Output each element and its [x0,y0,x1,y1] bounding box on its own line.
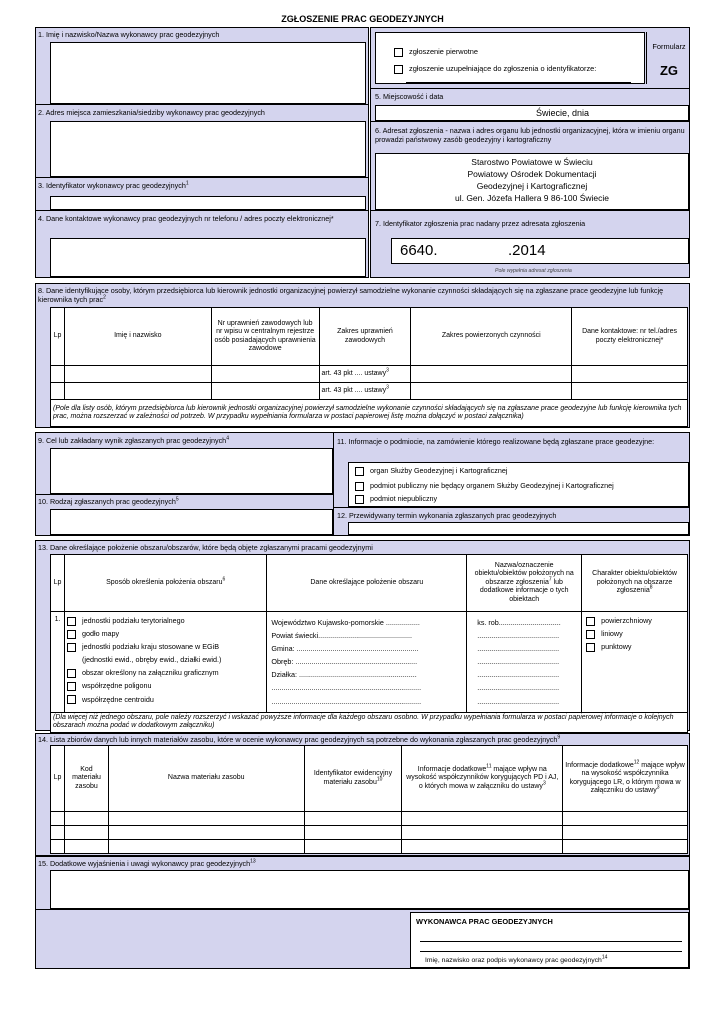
dane-line-7: ........................................................................... [271,696,422,706]
section-2 [35,104,369,178]
area-sposob-cell [64,612,266,713]
materials-header-ident: Identyfikator ewidencyjny materiału zasobu$^{10}$ [304,746,402,812]
section-9 [35,432,334,495]
deadline-field[interactable] [348,522,689,535]
dane-line-1: Województwo Kujawsko-pomorskie ................. [271,618,420,627]
nazwa-line-4: ......................................... [477,657,560,667]
notification-type-box [370,27,690,89]
section-12-label: 12. Przewidywany termin wykonania zgłaszanych prac geodezyjnych [337,511,557,520]
notification-id-suffix: .2014 [508,242,546,259]
notification-type-panel [375,32,645,84]
contractor-address-field[interactable] [50,121,366,177]
section-5-label: 5. Miejscowość i data [375,92,444,101]
persons-row2-zakres: art. 43 pkt .... ustawy$^3$ [319,383,411,400]
dane-line-6: ........................................................................... [271,683,422,693]
place-date-value: Świecie, dnia [536,108,590,118]
section-6 [370,121,690,211]
checkbox-char-2[interactable] [586,630,595,639]
nazwa-line-3: ......................................... [477,644,560,654]
goal-field[interactable] [50,448,333,494]
checkbox-sposob-5[interactable] [67,682,76,691]
persons-header-lp: Lp [51,308,65,366]
section-14 [35,733,690,856]
section-1-label: 1. Imię i nazwisko/Nazwa wykonawcy prac geodezyjnych [38,30,220,39]
checkbox-char-3[interactable] [586,643,595,652]
section-14-label: 14. Lista zbiorów danych lub innych materiałów zasobu, które w ocenie wykonawcy prac geodezyjnych są potrzebne do wykonania zgłaszanych prac geodezyjnych$^9$ [38,734,561,744]
option-pierwotne [394,47,478,57]
place-date-field[interactable] [375,105,689,121]
materials-header-info1: Informacje dodatkowe$^{11}$ mające wpływ na wysokość współczynników korygujących PD i AJ, o których mowa w załączniku do ustawy$^3$ [402,746,563,812]
persons-table [50,307,688,427]
section-9-label: 9. Cel lub zakładany wynik zgłaszanych prac geodezyjnych$^4$ [38,435,229,445]
formularz-label: Formularz [652,42,686,51]
section-7-label: 7. Identyfikator zgłoszenia prac nadany przez adresata zgłoszenia [375,219,586,228]
checkbox-sposob-1[interactable] [67,617,76,626]
notification-id-field[interactable] [391,238,689,264]
materials-header-kod: Kod materiału zasobu [64,746,108,812]
work-type-field[interactable] [50,509,333,535]
section-2-label: 2. Adres miejsca zamieszkania/siedziby wykonawcy prac geodezyjnych [38,108,265,117]
signature-box [410,912,689,968]
section-10-label: 10. Rodzaj zgłaszanych prac geodezyjnych$^5$ [38,496,179,506]
area-header-lp: Lp [51,555,65,612]
char-opt-3: punktowy [586,640,683,653]
checkbox-client-3[interactable] [355,495,364,504]
materials-header-lp: Lp [51,746,65,812]
dane-line-3: Gmina: ............................................................. [271,644,419,654]
addressee-field[interactable] [375,153,689,210]
area-header-dane: Dane określające położenie obszaru [267,555,467,612]
identifier-line[interactable] [406,82,631,83]
section-5 [370,88,690,122]
contractor-contact-field[interactable] [50,238,366,277]
formularz-code: ZG [659,63,679,78]
nazwa-line-5: ......................................... [477,670,560,680]
dane-line-4: Obręb: ............................................................. [271,657,418,667]
persons-header-kontakt: Dane kontaktowe: nr tel./adres poczty elektronicznej* [572,308,688,366]
section-13-label: 13. Dane określające położenie obszaru/obszarów, które będą objęte zgłaszanymi pracami geodezyjnymi [38,543,373,552]
table-row [51,812,688,826]
dane-line-5: Działka: ........................................................... [271,670,417,680]
area-nazwa-cell [467,612,582,713]
section-15-label: 15. Dodatkowe wyjaśnienia i uwagi wykonawcy prac geodezyjnych$^{13}$ [38,858,256,868]
option-uzupelniajace [394,64,596,74]
area-dane-cell [267,612,467,713]
area-charakter-cell [582,612,688,713]
dane-line-2: Powiat świecki............................................... [271,631,412,641]
materials-header-nazwa: Nazwa materiału zasobu [108,746,304,812]
section-12 [333,507,690,536]
nazwa-line-1: ks. rob............................... [477,618,561,627]
table-row [51,366,688,383]
nazwa-line-6: ......................................... [477,683,560,693]
checkbox-sposob-6[interactable] [67,695,76,704]
section-3 [35,177,369,211]
persons-header-zakres-czynn: Zakres powierzonych czynności [411,308,572,366]
section-11 [333,432,690,508]
section-6-label: 6. Adresat zgłoszenia - nazwa i adres organu lub jednostki organizacyjnej, która w imieniu organu prowadzi państwowy zasób geodezyjny i kartograficzny [375,126,685,144]
persons-row1-zakres: art. 43 pkt .... ustawy$^3$ [319,366,411,383]
notification-id-hint: Pole wypełnia adresat zgłoszenia [495,268,572,274]
persons-header-nr: Nr uprawnień zawodowych lub nr wpisu w centralnym rejestrze osób posiadających uprawnienia zawodowe [211,308,319,366]
contractor-id-field[interactable] [50,196,366,210]
signature-line-2[interactable] [420,951,682,952]
page-title: ZGŁOSZENIE PRAC GEODEZYJNYCH [281,14,444,24]
remarks-field[interactable] [50,870,689,909]
area-header-nazwa: Nazwa/oznaczenie obiektu/obiektów położonych na obszarze zgłoszenia$^7$ lub dodatkowe informacje o tych obiektach [467,555,582,612]
checkbox-client-1[interactable] [355,467,364,476]
section-10 [35,494,334,536]
area-header-sposob: Sposób określenia położenia obszaru$^6$ [64,555,266,612]
signature-title: WYKONAWCA PRAC GEODEZYJNYCH [416,917,553,926]
checkbox-uzupelniajace[interactable] [394,65,403,74]
materials-table [50,745,688,854]
addressee-line-1: Starostwo Powiatowe w Świeciu [471,157,593,167]
area-table [50,554,688,733]
section-4 [35,210,369,278]
table-row [51,383,688,400]
signature-line-1[interactable] [420,941,682,942]
sposob-opt-2: godło mapy [67,627,264,640]
checkbox-char-1[interactable] [586,617,595,626]
sposob-opt-5: współrzędne poligonu [67,679,264,692]
persons-header-name: Imię i nazwisko [64,308,211,366]
sposob-opt-1: jednostki podziału terytorialnego [67,614,264,627]
table-row [51,826,688,840]
label-uzupelniajace: zgłoszenie uzupełniające do zgłoszenia o identyfikatorze: [409,64,597,73]
persons-header-zakres: Zakres uprawnień zawodowych [319,308,411,366]
area-note: (Dla więcej niż jednego obszaru, pole należy rozszerzyć i wskazać powyższe informacje dla każdego obszaru osobno. W przypadku wypełniania formularza w postaci papierowej informacje o kolejnych obszarach można podać w dodatkowym załączniku) [51,712,688,732]
materials-header-info2: Informacje dodatkowe$^{12}$ mające wpływ na wysokość współczynnika korygującego LR, o którym mowa w załączniku do ustawy$^3$ [563,746,688,812]
sposob-opt-3-detail: (jednostki ewid., obręby ewid., działki ewid.) [81,655,222,665]
nazwa-line-7: ......................................... [477,696,560,706]
client-opt-2: podmiot publiczny nie będący organem Służby Geodezyjnej i Kartograficznej [355,481,614,491]
section-4-label: 4. Dane kontaktowe wykonawcy prac geodezyjnych nr telefonu / adres poczty elektronicznej* [38,214,334,223]
nazwa-line-2: ......................................... [477,631,560,641]
persons-note: (Pole dla listy osób, którym przedsiębiorca lub kierownik jednostki organizacyjnej powierzył samodzielne wykonanie czynności składających się na zgłaszane prace geodezyjne lub funkcję kierownika tych prac, można rozszerzać w zależności od potrzeb. W przypadku wypełniania formularza w postaci papierowej listę można dołączyć w postaci załącznika) [51,400,688,427]
section-3-label: 3. Identyfikator wykonawcy prac geodezyjnych$^1$ [38,180,189,190]
client-type-panel [348,462,689,507]
client-opt-1: organ Służby Geodezyjnej i Kartograficznej [355,466,507,476]
char-opt-2: liniowy [586,627,683,640]
section-8-label: 8. Dane identyfikujące osoby, którym przedsiębiorca lub kierownik jednostki organizacyjnej powierzył samodzielne wykonanie czynności składających się na zgłaszane prace geodezyjne lub funkcję kierownika tych prac$^2$ [38,286,664,304]
section-15 [35,856,690,910]
checkbox-sposob-3[interactable] [67,643,76,652]
sposob-opt-3: jednostki podziału kraju stosowane w EGiB [67,640,264,653]
checkbox-sposob-4[interactable] [67,669,76,678]
addressee-line-3: Geodezyjnej i Kartograficznej [476,181,588,191]
char-opt-1: powierzchniowy [586,614,683,627]
section-7 [370,210,690,278]
sposob-opt-6: współrzędne centroidu [67,693,264,706]
table-row [51,612,688,713]
addressee-line-2: Powiatowy Ośrodek Dokumentacji [467,169,597,179]
section-11-label: 11. Informacje o podmiocie, na zamówienie którego realizowane będą zgłaszane prace geodezyjne: [337,437,655,446]
sposob-opt-4: obszar określony na załączniku graficznym [67,666,264,679]
client-opt-3: podmiot niepubliczny [355,494,437,504]
notification-id-prefix: 6640. [400,242,438,259]
signature-caption: Imię, nazwisko oraz podpis wykonawcy prac geodezyjnych$^{14}$ [425,954,608,964]
section-1 [35,27,369,105]
checkbox-pierwotne[interactable] [394,48,403,57]
area-row-lp: 1. [51,612,65,713]
area-header-charakter: Charakter obiektu/obiektów położonych na obszarze zgłoszenia$^8$ [582,555,688,612]
signature-section [35,909,690,969]
contractor-name-field[interactable] [50,42,366,104]
checkbox-sposob-2[interactable] [67,630,76,639]
section-13 [35,540,690,731]
checkbox-client-2[interactable] [355,482,364,491]
formularz-box [646,32,690,84]
addressee-line-4: ul. Gen. Józefa Hallera 9 86-100 Świecie [454,193,610,203]
table-row [51,840,688,854]
section-8 [35,283,690,428]
label-pierwotne: zgłoszenie pierwotne [409,47,479,56]
